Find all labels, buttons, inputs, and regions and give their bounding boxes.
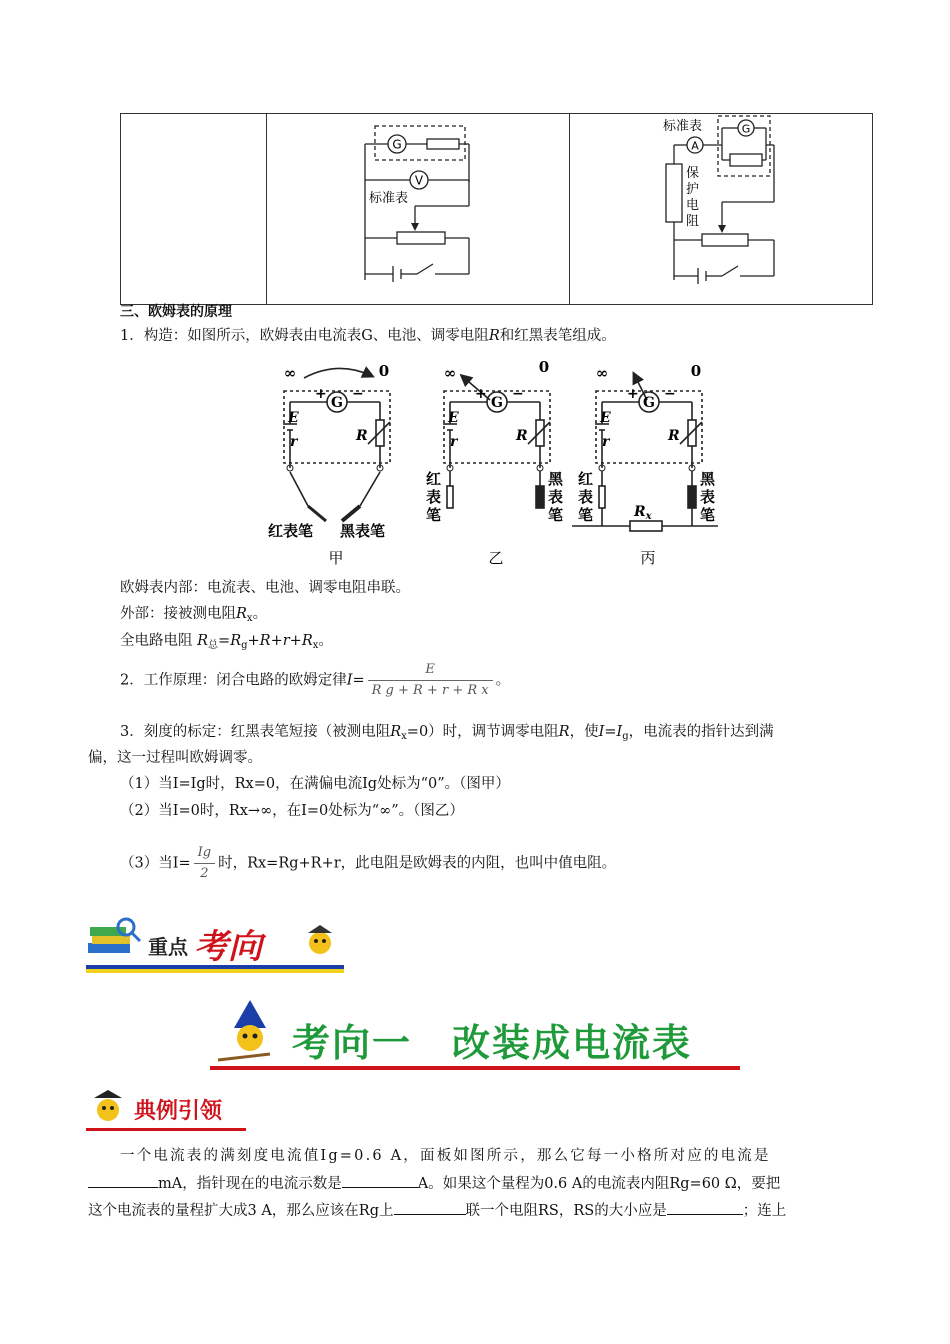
black-pen-char: 黑 <box>548 470 564 488</box>
text: R <box>236 606 247 622</box>
galvanometer-label: G <box>741 122 751 136</box>
internal-resistance-label: r <box>290 434 298 450</box>
direction-banner <box>210 998 740 1072</box>
text-calibration-2: 偏，这一过程叫欧姆调零。 <box>88 750 262 766</box>
half-current-fraction <box>194 843 215 884</box>
text: 和红黑表笔组成。 <box>499 328 616 344</box>
fraction-denominator: 2 <box>194 863 215 884</box>
zero-adjust-resistor-label: R <box>668 428 680 444</box>
question-line-2 <box>88 1173 780 1194</box>
section-heading: 三、欧姆表的原理 <box>120 304 232 320</box>
divider <box>210 1066 740 1070</box>
ohmmeter-figure <box>260 356 720 570</box>
red-pen-char: 笔 <box>578 506 594 524</box>
zero-adjust-resistor-label: R <box>356 428 368 444</box>
text: 全电路电阻 <box>120 633 193 649</box>
text: （3）当I= <box>120 855 191 872</box>
minus-mark: − <box>512 386 524 402</box>
rx-label: $R_x$ <box>634 504 652 522</box>
protect-char-2: 护 <box>686 182 700 197</box>
circuit-diagram-voltmeter <box>267 114 569 300</box>
text-inner: 欧姆表内部：电流表、电池、调零电阻串联。 <box>120 580 410 596</box>
ohm-law-fraction <box>368 660 493 701</box>
plus-mark: + <box>475 386 487 402</box>
circuit-diagram-ammeter <box>570 114 872 300</box>
infinity-mark: ∞ <box>283 364 297 382</box>
ohmmeter-panel-a <box>268 362 390 567</box>
fraction-numerator: E <box>425 662 435 677</box>
answer-blank-2[interactable] <box>342 1173 418 1188</box>
red-pen-char: 红 <box>426 470 442 488</box>
question-line-1: 一个电流表的满刻度电流值Ig=0.6 A，面板如图所示，那么它每一小格所对应的电流是 <box>120 1148 771 1164</box>
text: 时，Rx=Rg+R+r，此电阻是欧姆表的内阻，也叫中值电阻。 <box>218 855 617 872</box>
emf-label: E <box>600 410 611 426</box>
text: R <box>301 633 313 649</box>
text: x <box>312 640 319 651</box>
answer-blank-3[interactable] <box>394 1200 466 1215</box>
minus-mark: − <box>664 386 676 402</box>
standard-meter-label: 标准表 <box>369 191 409 206</box>
ohmmeter-panel-c <box>572 362 718 567</box>
red-pen-char: 笔 <box>426 506 442 524</box>
protect-char-4: 阻 <box>686 214 700 229</box>
zero-adjust-resistor-label: R <box>516 428 528 444</box>
caption-c: 丙 <box>640 549 656 567</box>
focus-big-text: 考向 <box>194 927 262 967</box>
infinity-mark: ∞ <box>595 364 609 382</box>
text-case-3 <box>120 843 616 884</box>
internal-resistance-label: r <box>450 434 458 450</box>
focus-small-text: 重点 <box>148 935 188 959</box>
text-case-1: （1）当I=Ig时，Rx=0，在满偏电流Ig处标为“0”。（图甲） <box>120 776 510 792</box>
red-pen-char: 表 <box>578 488 594 506</box>
galvanometer-label: G <box>331 395 343 411</box>
text: 1．构造：如图所示，欧姆表由电流表G、电池、调零电阻 <box>120 328 489 344</box>
text: I <box>346 672 353 689</box>
fraction-denominator: R g + R + r + R x <box>368 680 493 701</box>
text-case-2: （2）当I=0时，Rx→∞，在I=0处标为“∞”。（图乙） <box>120 803 464 819</box>
black-pen-char: 表 <box>700 488 716 506</box>
text: 联一个电阻RS，RS的大小应是 <box>465 1203 667 1219</box>
text: 2．工作原理：闭合电路的欧姆定律 <box>120 672 347 689</box>
answer-blank-1[interactable] <box>88 1173 158 1188</box>
text: 3．刻度的标定：红黑表笔短接（被测电阻 <box>120 724 391 740</box>
red-pen-char: 表 <box>426 488 442 506</box>
text: +R+r+ <box>247 633 302 649</box>
circuit-table <box>120 113 873 305</box>
zero-mark: 0 <box>690 362 702 380</box>
text: x <box>246 613 253 624</box>
text: 这个电流表的量程扩大成3 A，那么应该在Rg上 <box>88 1203 394 1219</box>
student-mascot-icon <box>86 1088 130 1130</box>
text: mA，指针现在的电流示数是 <box>158 1176 342 1192</box>
text-calibration-1: 3．刻度的标定：红黑表笔短接（被测电阻$R_x=0$）时，调节调零电阻R，使$I=I_g$，电流表的指针达到满 <box>120 724 774 742</box>
black-pen-char: 笔 <box>700 506 716 524</box>
text-total-resistance <box>120 631 333 656</box>
black-pen-char: 笔 <box>548 506 564 524</box>
text: R <box>488 328 500 344</box>
example-title: 典例引领 <box>134 1098 223 1124</box>
table-cell-empty <box>121 114 267 305</box>
fraction-numerator: Ig <box>197 845 212 860</box>
paragraph-structure <box>120 326 616 346</box>
infinity-mark: ∞ <box>443 364 457 382</box>
ohmmeter-panel-b <box>426 358 564 567</box>
zero-mark: 0 <box>378 362 390 380</box>
ammeter-label: A <box>691 139 699 153</box>
focus-banner <box>86 915 346 977</box>
internal-resistance-label: r <box>602 434 610 450</box>
black-pen-char: 表 <box>548 488 564 506</box>
text: ，使 <box>569 724 599 740</box>
galvanometer-label: G <box>392 137 402 152</box>
plus-mark: + <box>315 386 327 402</box>
text: 外部：接被测电阻 <box>120 606 236 622</box>
black-pen-label: 黑表笔 <box>340 522 386 540</box>
black-pen-char: 黑 <box>700 470 716 488</box>
red-pen-label: 红表笔 <box>268 522 314 540</box>
text: R <box>197 633 209 649</box>
text: ；连上 <box>742 1203 787 1219</box>
text: 。 <box>318 633 333 649</box>
direction-title: 考向一 改装成电流表 <box>292 1020 693 1065</box>
protect-char-1: 保 <box>686 166 700 181</box>
red-pen-char: 红 <box>578 470 594 488</box>
text-outer <box>120 604 267 629</box>
text: 。 <box>495 672 511 689</box>
plus-mark: + <box>627 386 639 402</box>
zero-mark: 0 <box>538 358 550 376</box>
voltmeter-label: V <box>414 173 424 188</box>
text: = <box>352 672 365 689</box>
text: 。 <box>252 606 268 622</box>
table-cell-circuit-voltmeter <box>267 114 570 305</box>
protect-char-3: 电 <box>686 198 700 213</box>
caption-b: 乙 <box>488 549 504 567</box>
question-line-3 <box>88 1200 786 1221</box>
minus-mark: − <box>352 386 364 402</box>
table-cell-circuit-ammeter <box>570 114 873 305</box>
divider <box>86 1128 246 1131</box>
galvanometer-label: G <box>491 395 503 411</box>
text-working-principle <box>120 660 510 701</box>
emf-label: E <box>448 410 459 426</box>
text: ，电流表的指针达到满 <box>628 724 774 740</box>
wizard-mascot-icon <box>210 998 290 1072</box>
emf-label: E <box>288 410 299 426</box>
text: 总 <box>208 640 219 651</box>
text: g <box>241 640 248 651</box>
standard-meter-label: 标准表 <box>663 119 703 134</box>
answer-blank-4[interactable] <box>667 1200 743 1215</box>
caption-a: 甲 <box>328 549 344 567</box>
example-banner <box>86 1088 256 1134</box>
text: = <box>218 633 231 649</box>
text: R <box>230 633 242 649</box>
galvanometer-label: G <box>643 395 655 411</box>
text: =0）时，调节调零电阻 <box>406 724 559 740</box>
text: A。如果这个量程为0.6 A的电流表内阻Rg=60 Ω，要把 <box>417 1176 781 1192</box>
